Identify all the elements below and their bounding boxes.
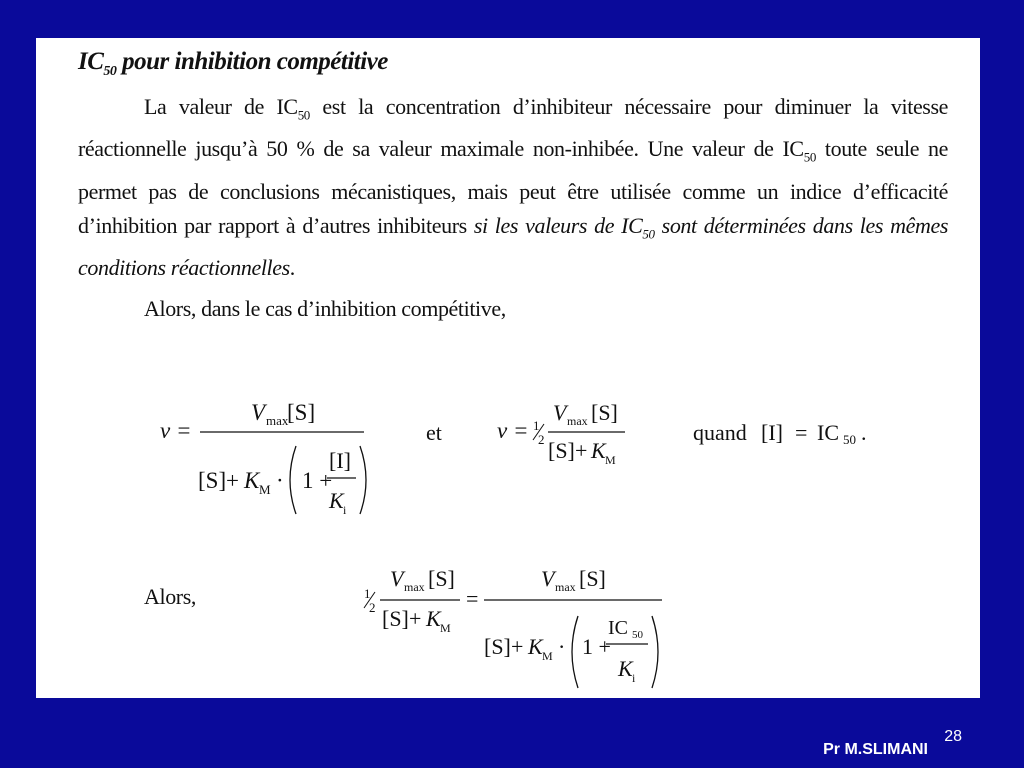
svg-text:max: max — [266, 413, 289, 428]
svg-text:[S]: [S] — [548, 438, 575, 463]
svg-text:2: 2 — [538, 432, 545, 447]
body-paragraph: La valeur de $IC_{50}$ est la concentration d’inhibiteur nécessaire pour diminuer la vitesse réactionnelle jusqu’à 50 % de sa valeur maximale non-inhibée. Une valeur de $IC_{50}$ toute seule ne permet pas de conclusions mécanistiques, mais peut être utilisée comme un indice d’efficacité d’inhibition par rapport à d’autres inhibiteurs si les valeurs de $IC_{50}$ sont déterminées dans les mêmes conditions réactionnelles. — [78, 94, 948, 281]
svg-text:M: M — [259, 482, 271, 497]
svg-text:K: K — [618, 656, 633, 681]
slide-content — [36, 38, 980, 698]
intro-text-competitive: Alors, dans le cas d’inhibition compétitive, — [144, 296, 506, 321]
svg-text:2: 2 — [369, 600, 376, 615]
svg-text:1: 1 — [364, 586, 371, 601]
svg-text:[S]: [S] — [579, 566, 606, 591]
svg-text:[S]: [S] — [428, 566, 455, 591]
svg-text:·: · — [558, 634, 566, 659]
svg-text:max: max — [555, 580, 576, 594]
svg-text:[S]: [S] — [382, 606, 409, 631]
svg-text:M: M — [605, 453, 616, 467]
svg-text:=: = — [795, 420, 808, 445]
equation-ic50-equality — [356, 558, 676, 698]
svg-text:50: 50 — [843, 432, 856, 447]
conjunction-et: et — [426, 420, 442, 445]
equation-competitive-rate — [146, 390, 406, 530]
svg-text:·: · — [276, 468, 284, 493]
page-number: 28 — [944, 728, 962, 745]
svg-text:+: + — [511, 634, 524, 659]
svg-text:+: + — [409, 606, 422, 631]
footer-author: Pr M.SLIMANI — [823, 741, 928, 758]
svg-text:max: max — [404, 580, 425, 594]
svg-text:1 +: 1 + — [582, 634, 611, 659]
svg-text:i: i — [343, 503, 347, 517]
svg-text:K: K — [528, 634, 543, 659]
svg-text:IC: IC — [608, 617, 628, 639]
intro-text-alors: Alors, — [144, 584, 196, 609]
svg-text:50: 50 — [632, 629, 643, 641]
svg-text:[I]: [I] — [329, 448, 351, 473]
svg-text:V: V — [553, 400, 567, 425]
svg-text:[I]: [I] — [761, 420, 783, 445]
svg-text:=: = — [466, 586, 479, 611]
svg-text:v =: v = — [497, 418, 529, 443]
svg-text:1 +: 1 + — [302, 468, 333, 493]
svg-text:.: . — [861, 420, 867, 445]
svg-text:1: 1 — [533, 418, 540, 433]
svg-text:IC: IC — [817, 420, 839, 445]
svg-text:M: M — [542, 649, 553, 663]
condition-i-equals-ic50 — [691, 412, 921, 452]
svg-text:K: K — [426, 606, 441, 631]
svg-text:quand: quand — [693, 420, 747, 445]
svg-text:max: max — [567, 414, 588, 428]
svg-text:K: K — [591, 438, 606, 463]
svg-text:K: K — [329, 488, 344, 513]
svg-text:i: i — [632, 671, 636, 685]
svg-text:V: V — [541, 566, 555, 591]
svg-text:K: K — [244, 468, 260, 493]
svg-text:[S]: [S] — [484, 634, 511, 659]
svg-text:v =: v = — [160, 418, 192, 443]
slide-title: $IC_{50}$ pour inhibition compétitive — [78, 48, 388, 79]
svg-text:M: M — [440, 621, 451, 635]
svg-text:[S]: [S] — [591, 400, 618, 425]
equation-half-vmax — [491, 394, 681, 484]
svg-text:V: V — [390, 566, 404, 591]
svg-text:+: + — [575, 438, 588, 463]
svg-text:[S]: [S] — [287, 400, 316, 425]
svg-text:[S]: [S] — [198, 468, 227, 493]
svg-text:V: V — [251, 400, 266, 425]
svg-text:+: + — [226, 468, 239, 493]
